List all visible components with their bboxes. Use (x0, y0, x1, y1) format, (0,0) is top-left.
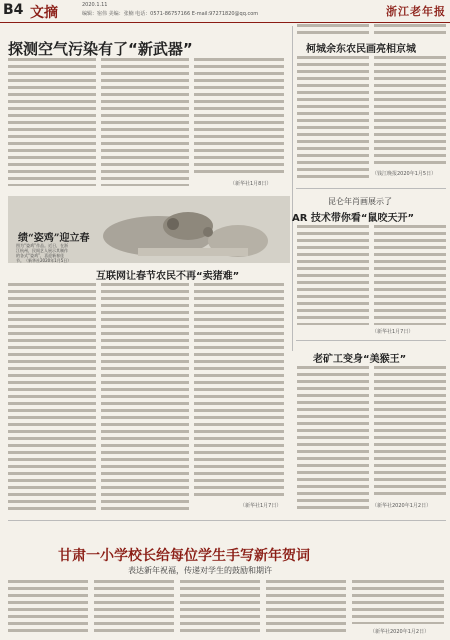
article-6-column-4 (266, 580, 346, 636)
article-3-byline: （新华社1月7日） (240, 503, 282, 509)
article-3-column-2 (101, 283, 189, 513)
photo-caption-body: 图为“姿鸡”作品。近日，在浙江杭州，民间艺人展示其制作的各式“姿鸡”，喜迎新春佳节。（新华社2020年1月5日） (16, 243, 72, 263)
article-2-byline: （钱江晚报2020年1月5日） (372, 171, 437, 177)
editor-info: 编辑：宿伟 美编：张楠 电话：0571-86757166 E-mail:97271820@qq.com (82, 11, 259, 17)
article-2-column-1 (297, 56, 369, 181)
photo-clay-roosters (8, 196, 290, 263)
article-6-column-3 (180, 580, 260, 636)
article-5-column-2 (374, 366, 446, 498)
photo-caption-title: 绩“姿鸡”迎立春 (18, 233, 90, 244)
article-6-subtitle: 表达新年祝福，传递对学生的鼓励和期许 (128, 566, 272, 575)
article-6-column-1 (8, 580, 88, 636)
article-1-column-1 (8, 58, 96, 186)
divider-line (296, 188, 446, 189)
article-2-column-2 (374, 56, 446, 166)
article-2-title: 柯城余东农民画亮相京城 (306, 44, 416, 55)
article-2-intro-right (374, 24, 446, 38)
section-name: 文摘 (30, 5, 58, 21)
article-3-title: 互联网让春节农民不再“卖猪难” (96, 271, 240, 282)
divider-line (8, 520, 446, 521)
article-1-byline: （新华社1月8日） (230, 181, 272, 187)
article-4-subtitle: 昆仑年肖画展示了 (328, 197, 392, 206)
article-6-byline: （新华社2020年1月2日） (370, 629, 430, 635)
article-1-column-2 (101, 58, 189, 186)
article-5-title: 老矿工变身“美猴王” (313, 354, 407, 365)
article-5-byline: （新华社2020年1月2日） (372, 503, 432, 509)
article-4-column-2 (374, 225, 446, 325)
column-divider (292, 26, 293, 351)
article-1-column-3 (194, 58, 284, 176)
article-2-intro-left (297, 24, 369, 38)
article-4-byline: （新华社1月7日） (372, 329, 414, 335)
article-5-column-1 (297, 366, 369, 511)
article-4-column-1 (297, 225, 369, 325)
article-6-column-5 (352, 580, 444, 624)
article-3-column-3 (194, 283, 284, 498)
issue-date: 2020.1.11 (82, 2, 108, 8)
article-4-title: AR 技术带你看“鼠咬天开” (292, 213, 415, 224)
page-header (0, 0, 450, 23)
newspaper-logo: 浙江老年报 (386, 5, 446, 18)
article-6-title: 甘肃一小学校长给每位学生手写新年贺词 (58, 548, 310, 564)
article-6-column-2 (94, 580, 174, 636)
page-number: B4 (3, 2, 24, 18)
article-1-title: 探测空气污染有了“新武器” (8, 40, 193, 58)
article-3-column-1 (8, 283, 96, 513)
divider-line (296, 340, 446, 341)
